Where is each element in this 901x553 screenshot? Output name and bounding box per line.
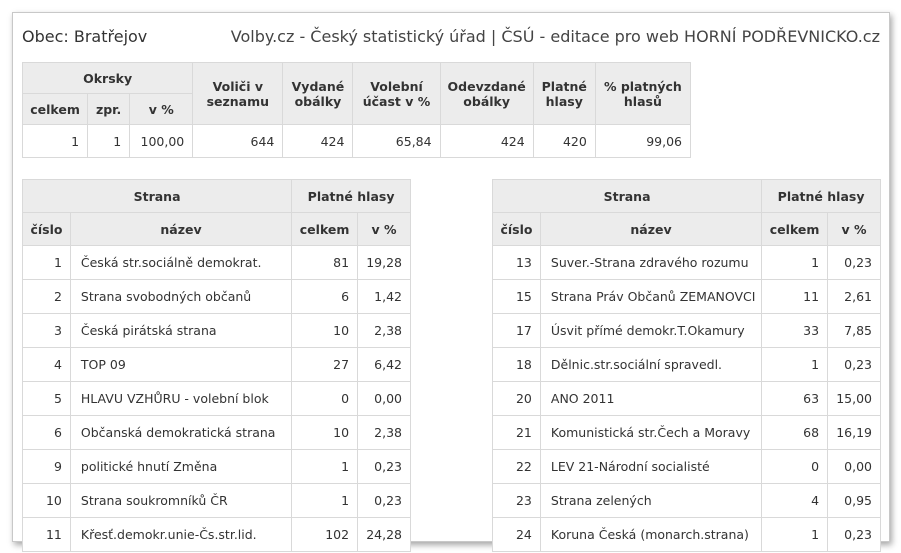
volici-header: Voliči v seznamu bbox=[193, 63, 283, 125]
table-row bbox=[23, 416, 411, 450]
platne-hlasy-header: Platné hlasy bbox=[762, 180, 881, 213]
party-number: 15 bbox=[493, 280, 541, 314]
party-votes: 4 bbox=[762, 484, 828, 518]
ucast-header: Volební účast v % bbox=[353, 63, 440, 125]
party-votes: 1 bbox=[762, 246, 828, 280]
party-percent: 0,00 bbox=[358, 382, 411, 416]
party-votes: 0 bbox=[292, 382, 358, 416]
party-number: 24 bbox=[493, 518, 541, 552]
pct-platnych-header: % platných hlasů bbox=[595, 63, 690, 125]
party-percent: 0,23 bbox=[828, 518, 881, 552]
party-percent: 2,61 bbox=[828, 280, 881, 314]
party-number: 4 bbox=[23, 348, 71, 382]
vydane-header: Vydané obálky bbox=[283, 63, 353, 125]
party-number: 17 bbox=[493, 314, 541, 348]
party-name: LEV 21-Národní socialisté bbox=[540, 450, 761, 484]
table-row bbox=[23, 450, 411, 484]
party-number: 1 bbox=[23, 246, 71, 280]
pct-platnych-value: 99,06 bbox=[595, 125, 690, 158]
okrsky-zpr-value: 1 bbox=[88, 125, 130, 158]
party-votes: 33 bbox=[762, 314, 828, 348]
okrsky-vpct-header: v % bbox=[130, 94, 193, 125]
okrsky-zpr-header: zpr. bbox=[88, 94, 130, 125]
party-percent: 2,38 bbox=[358, 314, 411, 348]
nazev-header: název bbox=[70, 213, 291, 246]
party-votes: 10 bbox=[292, 416, 358, 450]
party-votes: 81 bbox=[292, 246, 358, 280]
party-number: 11 bbox=[23, 518, 71, 552]
table-row bbox=[493, 314, 881, 348]
source-caption: Volby.cz - Český statistický úřad | ČSÚ - editace pro web HORNÍ PODŘEVNICKO.cz bbox=[230, 27, 880, 46]
table-row bbox=[493, 518, 881, 552]
party-percent: 6,42 bbox=[358, 348, 411, 382]
party-votes: 10 bbox=[292, 314, 358, 348]
platne-value: 420 bbox=[533, 125, 595, 158]
celkem-header: celkem bbox=[292, 213, 358, 246]
strana-header: Strana bbox=[23, 180, 292, 213]
table-row bbox=[493, 348, 881, 382]
table-row bbox=[493, 484, 881, 518]
table-row bbox=[493, 382, 881, 416]
party-votes: 1 bbox=[762, 348, 828, 382]
party-name: Dělnic.str.sociální spravedl. bbox=[540, 348, 761, 382]
party-percent: 19,28 bbox=[358, 246, 411, 280]
party-name: Komunistická str.Čech a Moravy bbox=[540, 416, 761, 450]
party-number: 6 bbox=[23, 416, 71, 450]
party-votes: 1 bbox=[292, 484, 358, 518]
party-votes: 68 bbox=[762, 416, 828, 450]
nazev-header: název bbox=[540, 213, 761, 246]
party-votes: 102 bbox=[292, 518, 358, 552]
party-name: Strana Práv Občanů ZEMANOVCI bbox=[540, 280, 761, 314]
party-number: 5 bbox=[23, 382, 71, 416]
party-percent: 0,23 bbox=[828, 348, 881, 382]
party-votes: 63 bbox=[762, 382, 828, 416]
vydane-value: 424 bbox=[283, 125, 353, 158]
table-row bbox=[493, 280, 881, 314]
platne-header: Platné hlasy bbox=[533, 63, 595, 125]
table-row bbox=[23, 518, 411, 552]
party-name: ANO 2011 bbox=[540, 382, 761, 416]
municipality-title: Obec: Bratřejov bbox=[22, 27, 148, 46]
party-number: 20 bbox=[493, 382, 541, 416]
results-frame bbox=[12, 12, 890, 542]
table-row bbox=[493, 450, 881, 484]
table-row bbox=[23, 348, 411, 382]
party-name: Strana soukromníků ČR bbox=[70, 484, 291, 518]
summary-row bbox=[23, 125, 691, 158]
platne-hlasy-header: Platné hlasy bbox=[292, 180, 411, 213]
table-row bbox=[23, 280, 411, 314]
party-number: 3 bbox=[23, 314, 71, 348]
parties-table-left bbox=[22, 179, 411, 552]
party-name: Křesť.demokr.unie-Čs.str.lid. bbox=[70, 518, 291, 552]
party-votes: 6 bbox=[292, 280, 358, 314]
party-name: Koruna Česká (monarch.strana) bbox=[540, 518, 761, 552]
party-percent: 0,00 bbox=[828, 450, 881, 484]
party-name: Strana svobodných občanů bbox=[70, 280, 291, 314]
parties-table-right bbox=[492, 179, 881, 552]
table-row bbox=[23, 382, 411, 416]
party-name: TOP 09 bbox=[70, 348, 291, 382]
party-percent: 15,00 bbox=[828, 382, 881, 416]
okrsky-header: Okrsky bbox=[23, 63, 193, 94]
ucast-value: 65,84 bbox=[353, 125, 440, 158]
cislo-header: číslo bbox=[493, 213, 541, 246]
table-row bbox=[23, 314, 411, 348]
party-number: 21 bbox=[493, 416, 541, 450]
party-number: 2 bbox=[23, 280, 71, 314]
celkem-header: celkem bbox=[762, 213, 828, 246]
party-percent: 7,85 bbox=[828, 314, 881, 348]
strana-header: Strana bbox=[493, 180, 762, 213]
party-number: 22 bbox=[493, 450, 541, 484]
table-row bbox=[23, 246, 411, 280]
party-name: Česká str.sociálně demokrat. bbox=[70, 246, 291, 280]
odevzdane-header: Odevzdané obálky bbox=[440, 63, 533, 125]
party-votes: 27 bbox=[292, 348, 358, 382]
okrsky-vpct-value: 100,00 bbox=[130, 125, 193, 158]
summary-table bbox=[22, 62, 691, 158]
volici-value: 644 bbox=[193, 125, 283, 158]
party-votes: 0 bbox=[762, 450, 828, 484]
table-row bbox=[23, 484, 411, 518]
cislo-header: číslo bbox=[23, 213, 71, 246]
party-name: Strana zelených bbox=[540, 484, 761, 518]
party-percent: 1,42 bbox=[358, 280, 411, 314]
party-name: Suver.-Strana zdravého rozumu bbox=[540, 246, 761, 280]
party-votes: 1 bbox=[762, 518, 828, 552]
vpct-header: v % bbox=[828, 213, 881, 246]
odevzdane-value: 424 bbox=[440, 125, 533, 158]
party-number: 10 bbox=[23, 484, 71, 518]
okrsky-celkem-header: celkem bbox=[23, 94, 88, 125]
party-percent: 0,95 bbox=[828, 484, 881, 518]
party-number: 13 bbox=[493, 246, 541, 280]
party-number: 23 bbox=[493, 484, 541, 518]
party-votes: 1 bbox=[292, 450, 358, 484]
party-votes: 11 bbox=[762, 280, 828, 314]
party-number: 9 bbox=[23, 450, 71, 484]
party-name: Úsvit přímé demokr.T.Okamury bbox=[540, 314, 761, 348]
party-percent: 0,23 bbox=[358, 450, 411, 484]
party-number: 18 bbox=[493, 348, 541, 382]
party-name: HLAVU VZHŮRU - volební blok bbox=[70, 382, 291, 416]
table-row bbox=[493, 246, 881, 280]
table-row bbox=[493, 416, 881, 450]
party-percent: 24,28 bbox=[358, 518, 411, 552]
party-name: Občanská demokratická strana bbox=[70, 416, 291, 450]
party-percent: 2,38 bbox=[358, 416, 411, 450]
party-name: Česká pirátská strana bbox=[70, 314, 291, 348]
okrsky-celkem-value: 1 bbox=[23, 125, 88, 158]
party-percent: 16,19 bbox=[828, 416, 881, 450]
party-name: politické hnutí Změna bbox=[70, 450, 291, 484]
vpct-header: v % bbox=[358, 213, 411, 246]
party-percent: 0,23 bbox=[358, 484, 411, 518]
party-percent: 0,23 bbox=[828, 246, 881, 280]
